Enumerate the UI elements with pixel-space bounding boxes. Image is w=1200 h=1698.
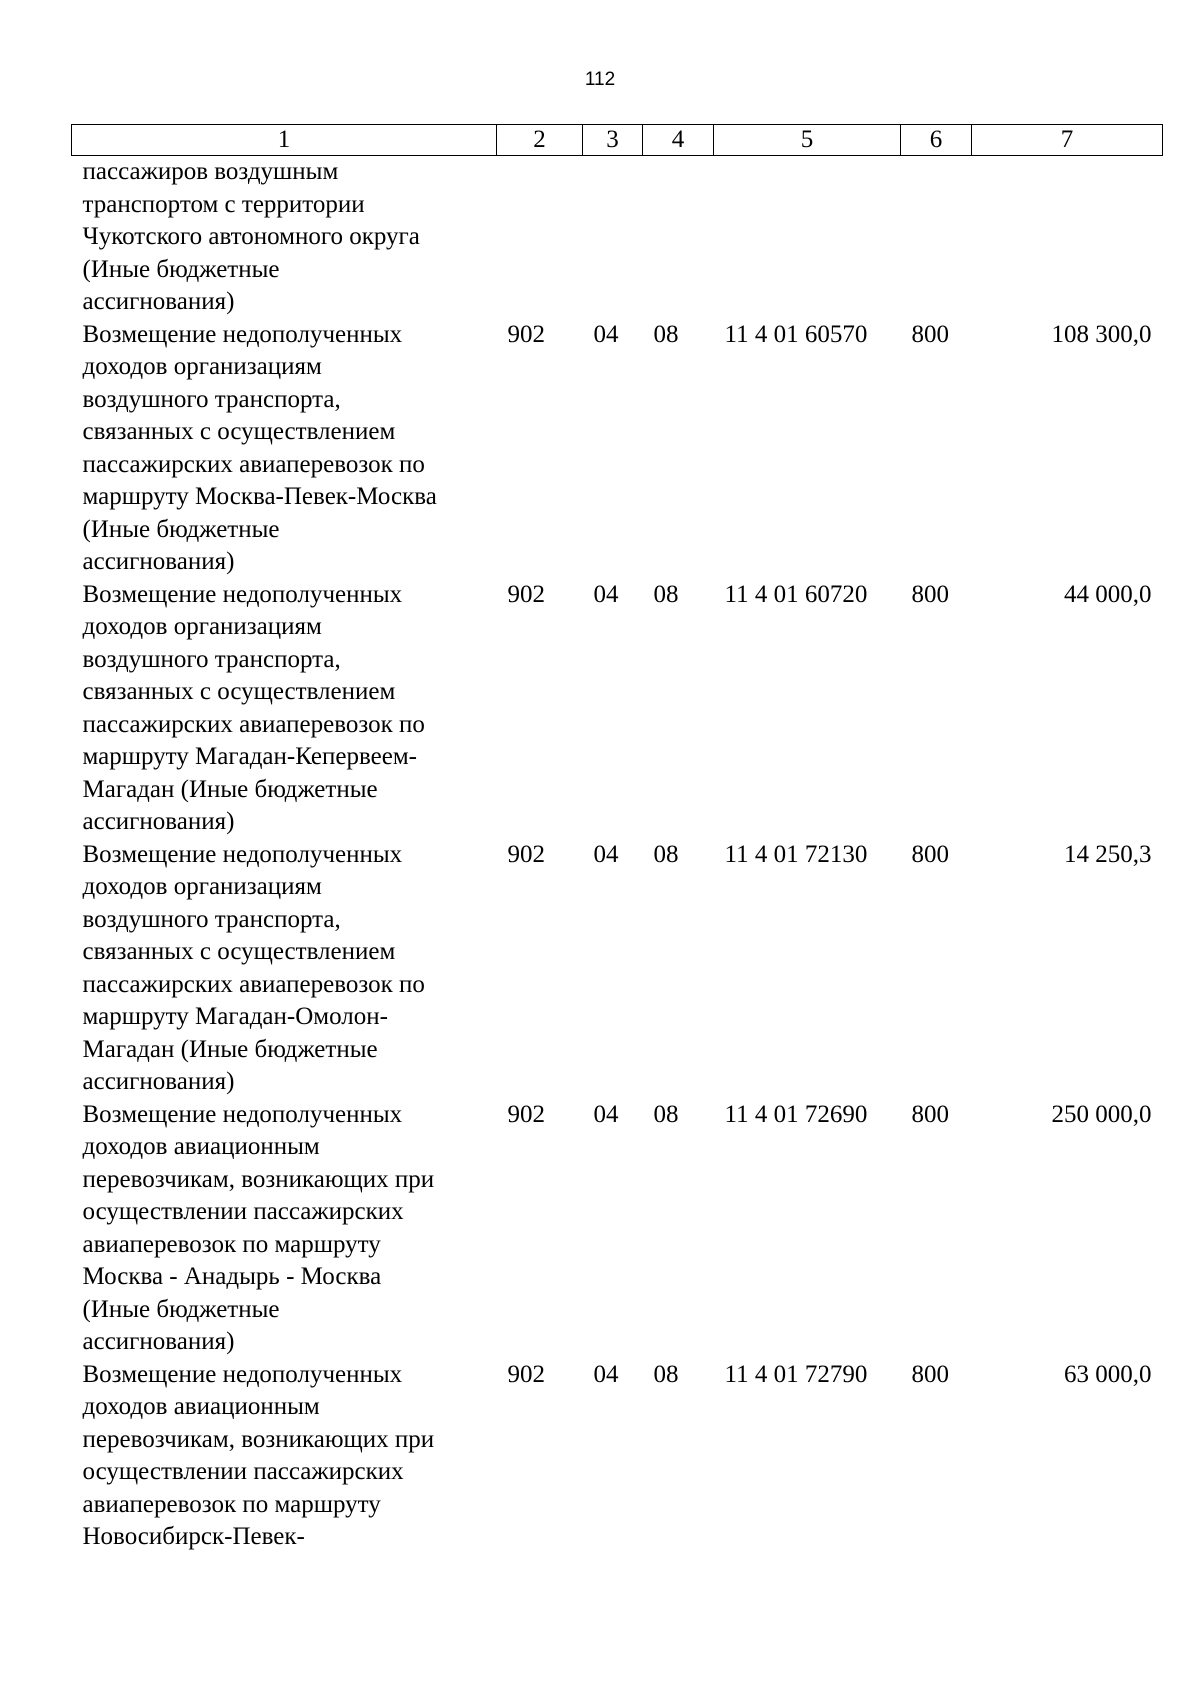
row-ministry-code: 902: [507, 1100, 545, 1128]
row-description: [72, 839, 497, 1099]
table-row: [72, 839, 1163, 1099]
description-line: связанных с осуществлением: [82, 418, 396, 445]
description-line: ассигнования): [82, 288, 235, 315]
description-line: ассигнования): [82, 1328, 235, 1355]
description-line: Чукотского автономного округа: [82, 223, 420, 250]
row-target-article: 11 4 01 72130: [724, 840, 868, 868]
description-line: воздушного транспорта,: [82, 645, 341, 673]
row-section-code: 04: [593, 840, 619, 868]
header-col-1: 1: [72, 125, 497, 156]
budget-table: [71, 124, 1163, 1554]
row-ministry-code: 902: [507, 840, 545, 868]
description-line: доходов авиационным: [82, 1133, 320, 1160]
row-subsection-code: 08: [653, 1100, 679, 1128]
description-line: доходов организациям: [82, 353, 322, 380]
description-line: осуществлении пассажирских: [82, 1198, 404, 1225]
description-line: ассигнования): [82, 1068, 235, 1095]
row-subsection-code: 08: [653, 320, 679, 348]
row-subsection-code: [643, 156, 714, 319]
row-amount: 14 250,3: [1064, 840, 1152, 868]
description-line: связанных с осуществлением: [82, 678, 396, 705]
row-section-code: 04: [593, 580, 619, 608]
row-section-code: [583, 156, 643, 319]
header-col-4: 4: [643, 125, 714, 156]
description-line: связанных с осуществлением: [82, 938, 396, 965]
row-ministry-code: [497, 156, 583, 319]
table-row: [72, 319, 1163, 579]
row-amount: 250 000,0: [1051, 1100, 1152, 1128]
row-section-code: 04: [593, 320, 619, 348]
description-line: перевозчикам, возникающих при: [82, 1425, 435, 1453]
description-line: осуществлении пассажирских: [82, 1458, 404, 1485]
row-amount: 63 000,0: [1064, 1360, 1152, 1388]
description-line: Возмещение недополученных: [82, 840, 403, 868]
description-line: перевозчикам, возникающих при: [82, 1165, 435, 1193]
row-amount: 108 300,0: [1051, 320, 1152, 348]
description-line: Магадан (Иные бюджетные: [82, 775, 378, 803]
description-line: Возмещение недополученных: [82, 580, 403, 608]
description-line: Возмещение недополученных: [82, 1100, 403, 1128]
header-col-2: 2: [497, 125, 583, 156]
row-description: [72, 1099, 497, 1359]
description-line: доходов организациям: [82, 873, 322, 900]
row-section-code: 04: [593, 1100, 619, 1128]
row-subsection-code: 08: [653, 1360, 679, 1388]
description-line: (Иные бюджетные: [82, 515, 280, 543]
description-line: (Иные бюджетные: [82, 255, 280, 283]
description-line: ассигнования): [82, 548, 235, 575]
table-row: [72, 1099, 1163, 1359]
table-header: [72, 125, 1163, 156]
description-line: пассажирских авиаперевозок по: [82, 710, 425, 738]
description-line: пассажирских авиаперевозок по: [82, 970, 425, 998]
description-line: пассажиров воздушным: [82, 158, 339, 185]
row-ministry-code: 902: [507, 580, 545, 608]
description-line: маршруту Магадан-Кепервеем-: [82, 743, 417, 770]
header-col-7: 7: [972, 125, 1163, 156]
description-line: (Иные бюджетные: [82, 1295, 280, 1323]
description-line: Москва - Анадырь - Москва: [82, 1263, 382, 1290]
row-expense-type: [901, 156, 972, 319]
header-col-5: 5: [714, 125, 901, 156]
table-row: [72, 579, 1163, 839]
row-target-article: [714, 156, 901, 319]
header-col-6: 6: [901, 125, 972, 156]
table-body: [72, 156, 1163, 1554]
row-subsection-code: 08: [653, 580, 679, 608]
description-line: авиаперевозок по маршруту: [82, 1230, 381, 1258]
row-ministry-code: 902: [507, 320, 545, 348]
description-line: транспортом с территории: [82, 190, 365, 218]
row-description: [72, 1359, 497, 1554]
description-line: маршруту Магадан-Омолон-: [82, 1003, 388, 1030]
table-row: [72, 156, 1163, 319]
description-line: доходов авиационным: [82, 1393, 320, 1420]
description-line: воздушного транспорта,: [82, 905, 341, 933]
row-expense-type: 800: [911, 840, 949, 868]
description-line: пассажирских авиаперевозок по: [82, 450, 425, 478]
description-line: маршруту Москва-Певек-Москва: [82, 483, 437, 510]
description-line: Возмещение недополученных: [82, 1360, 403, 1388]
row-expense-type: 800: [911, 1360, 949, 1388]
page-number: 112: [584, 69, 616, 90]
row-amount: 44 000,0: [1064, 580, 1152, 608]
description-line: доходов организациям: [82, 613, 322, 640]
row-description: [72, 319, 497, 579]
row-expense-type: 800: [911, 1100, 949, 1128]
row-subsection-code: 08: [653, 840, 679, 868]
row-target-article: 11 4 01 72690: [724, 1100, 868, 1128]
description-line: Магадан (Иные бюджетные: [82, 1035, 378, 1063]
description-line: Новосибирск-Певек-: [82, 1523, 305, 1550]
header-col-3: 3: [583, 125, 643, 156]
row-target-article: 11 4 01 60570: [724, 320, 868, 348]
row-section-code: 04: [593, 1360, 619, 1388]
row-target-article: 11 4 01 72790: [724, 1360, 868, 1388]
row-description: [72, 156, 497, 319]
header-row: [72, 125, 1163, 156]
description-line: авиаперевозок по маршруту: [82, 1490, 381, 1518]
row-expense-type: 800: [911, 580, 949, 608]
row-ministry-code: 902: [507, 1360, 545, 1388]
description-line: ассигнования): [82, 808, 235, 835]
row-expense-type: 800: [911, 320, 949, 348]
row-target-article: 11 4 01 60720: [724, 580, 868, 608]
row-description: [72, 579, 497, 839]
row-amount: [972, 156, 1163, 319]
description-line: Возмещение недополученных: [82, 320, 403, 348]
table-row: [72, 1359, 1163, 1554]
description-line: воздушного транспорта,: [82, 385, 341, 413]
